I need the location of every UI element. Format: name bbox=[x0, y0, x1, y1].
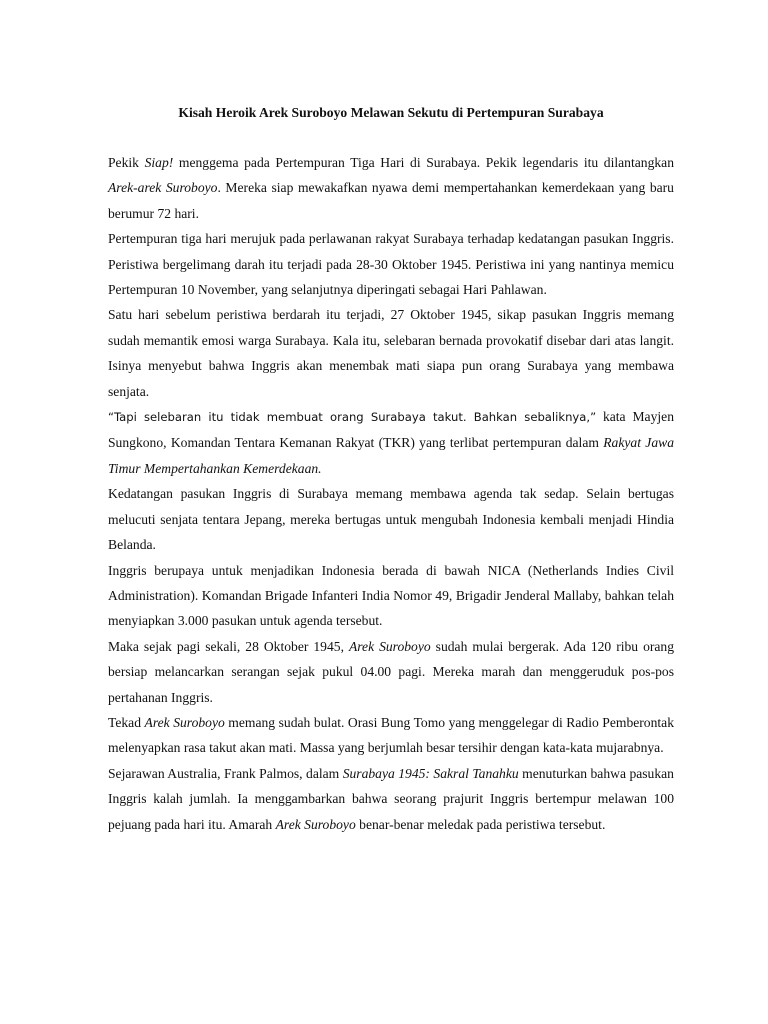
text-run: Tekad bbox=[108, 714, 145, 730]
italic-run: Arek Suroboyo bbox=[348, 638, 431, 654]
paragraph-2 bbox=[108, 226, 674, 302]
text-run: Sejarawan Australia, Frank Palmos, dalam bbox=[108, 765, 343, 781]
italic-run: Arek Suroboyo bbox=[144, 714, 225, 730]
paragraph-3 bbox=[108, 302, 674, 404]
italic-run: Surabaya 1945: Sakral Tanahku bbox=[342, 765, 519, 781]
document-body bbox=[108, 150, 674, 837]
paragraph-9 bbox=[108, 761, 674, 837]
text-run: Pekik bbox=[108, 155, 145, 170]
paragraph-8 bbox=[108, 710, 674, 761]
quote-run: “Tapi selebaran itu tidak membuat orang Surabaya takut. Bahkan sebaliknya,” bbox=[108, 410, 597, 425]
italic-run: Rakyat Jawa Timur Mempertahankan Kemerdekaan. bbox=[108, 435, 674, 476]
text-run: Kedatangan pasukan Inggris di Surabaya memang membawa agenda tak sedap. Selain bertugas melucuti senjata tentara Jepang, mereka bertugas untuk mengubah Indonesia kembali menjadi Hindia Belanda. bbox=[108, 486, 674, 553]
italic-run: Arek-arek Suroboyo bbox=[108, 180, 218, 196]
text-run: Pertempuran tiga hari merujuk pada perlawanan rakyat Surabaya terhadap kedatangan pasukan Inggris. Peristiwa bergelimang darah itu terjadi pada 28-30 Oktober 1945. Peristiwa ini yang nantinya memicu Pertempuran 10 November, yang selanjutnya diperingati sebagai Hari Pahlawan. bbox=[108, 231, 674, 298]
paragraph-1 bbox=[108, 150, 674, 226]
paragraph-4 bbox=[108, 404, 674, 481]
italic-run: Arek Suroboyo bbox=[275, 816, 356, 832]
text-run: Satu hari sebelum peristiwa berdarah itu terjadi, 27 Oktober 1945, sikap pasukan Inggris memang sudah memantik emosi warga Surabaya. Kala itu, selebaran bernada provokatif disebar dari atas langit. Isinya menyebut bahwa Inggris akan menembak mati siapa pun orang Surabaya yang membawa senjata. bbox=[108, 307, 674, 399]
paragraph-6 bbox=[108, 558, 674, 634]
text-run: kata Mayjen Sungkono, Komandan Tentara Kemanan Rakyat (TKR) yang terlibat pertempuran dalam bbox=[108, 409, 674, 451]
document-title: Kisah Heroik Arek Suroboyo Melawan Sekutu di Pertempuran Surabaya bbox=[178, 105, 604, 120]
italic-run: Siap! bbox=[144, 155, 174, 170]
text-run: menggema pada Pertempuran Tiga Hari di Surabaya. Pekik legendaris itu dilantangkan bbox=[173, 155, 674, 170]
text-run: sudah mulai bergerak. Ada 120 ribu orang bersiap melancarkan serangan sejak pukul 04.00 pagi. Mereka marah dan menggeruduk pos-pos pertahanan Inggris. bbox=[108, 638, 675, 705]
paragraph-5 bbox=[108, 481, 674, 557]
text-run: memang sudah bulat. Orasi Bung Tomo yang menggelegar di Radio Pemberontak melenyapkan rasa takut akan mati. Massa yang berjumlah besar tersihir dengan kata-kata mujarabnya. bbox=[108, 714, 675, 756]
text-run: menuturkan bahwa pasukan Inggris kalah jumlah. Ia menggambarkan bahwa seorang prajurit Inggris bertempur melawan 100 pejuang pada hari itu. Amarah bbox=[108, 765, 674, 832]
text-run: . Mereka siap mewakafkan nyawa demi mempertahankan kemerdekaan yang baru berumur 72 hari. bbox=[108, 180, 674, 221]
paragraph-7 bbox=[108, 634, 674, 710]
text-run: Inggris berupaya untuk menjadikan Indonesia berada di bawah NICA (Netherlands Indies Civil Administration). Komandan Brigade Infanteri India Nomor 49, Brigadir Jenderal Mallaby, bahkan telah menyiapkan 3.000 pasukan untuk agenda tersebut. bbox=[108, 562, 674, 629]
text-run: Maka sejak pagi sekali, 28 Oktober 1945, bbox=[108, 638, 349, 654]
text-run: benar-benar meledak pada peristiwa tersebut. bbox=[355, 816, 606, 832]
